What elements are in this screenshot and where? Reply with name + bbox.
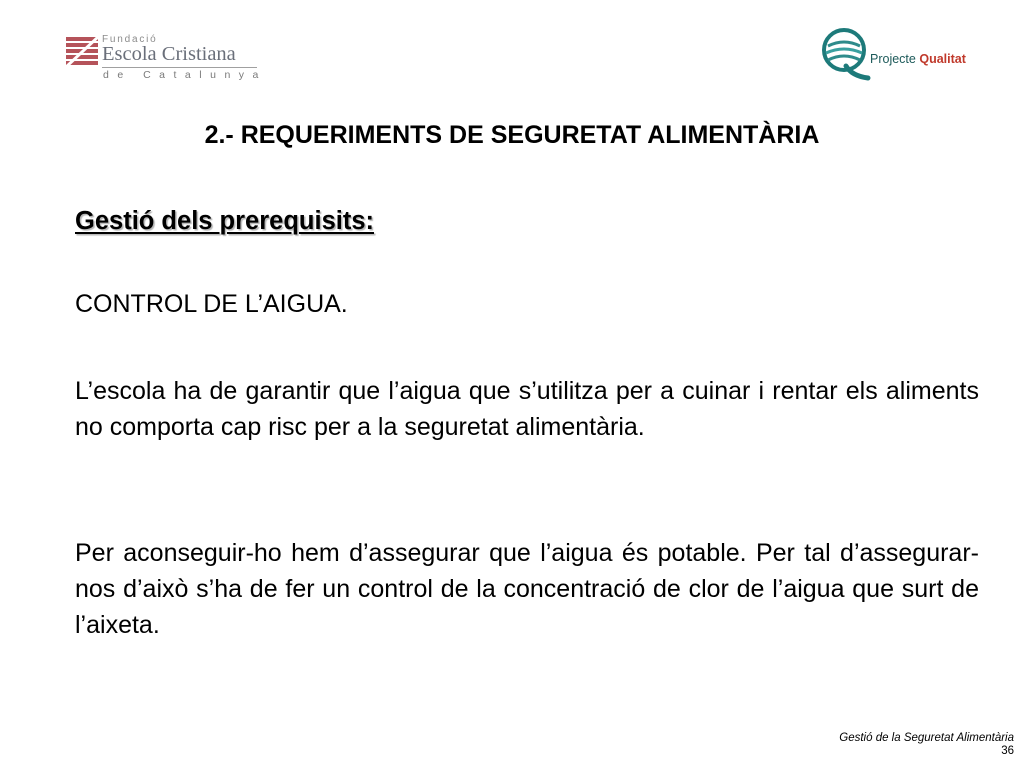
logo-fundacio-text: Fundació: [102, 34, 158, 45]
body-paragraph: Per aconseguir-ho hem d’assegurar que l’aigua és potable. Per tal d’assegurar-nos d’això s’ha de fer un control de la concentració de clor de l’aigua que surt de l’aixeta.: [75, 539, 979, 639]
body-paragraph: L’escola ha de garantir que l’aigua que s’utilitza per a cuinar i rentar els aliments no comporta cap risc per a la seguretat alimentària.: [75, 377, 979, 441]
logo-escola-text: Escola Cristiana: [102, 43, 236, 65]
q-logo-icon: [822, 26, 872, 82]
logo-projecte-text: Projecte: [870, 52, 916, 66]
stripes-logo-icon: [66, 37, 98, 67]
logo-projecte-qualitat-text: [870, 52, 966, 66]
logo-catalunya-text: de Catalunya: [103, 69, 267, 81]
projecte-qualitat-logo: [822, 26, 982, 82]
slide-footer: [839, 732, 1014, 757]
fundacio-escola-cristiana-logo: [66, 36, 266, 86]
logo-qualitat-text: Qualitat: [919, 52, 966, 66]
slide-subtitle: Gestió dels prerequisits:: [75, 207, 375, 235]
logo-divider: [102, 67, 257, 68]
footer-title: Gestió de la Seguretat Alimentària: [839, 732, 1014, 744]
page-number: 36: [1001, 745, 1014, 757]
section-heading: CONTROL DE L’AIGUA.: [75, 290, 348, 318]
slide-title: 2.- REQUERIMENTS DE SEGURETAT ALIMENTÀRIA: [204, 121, 820, 149]
